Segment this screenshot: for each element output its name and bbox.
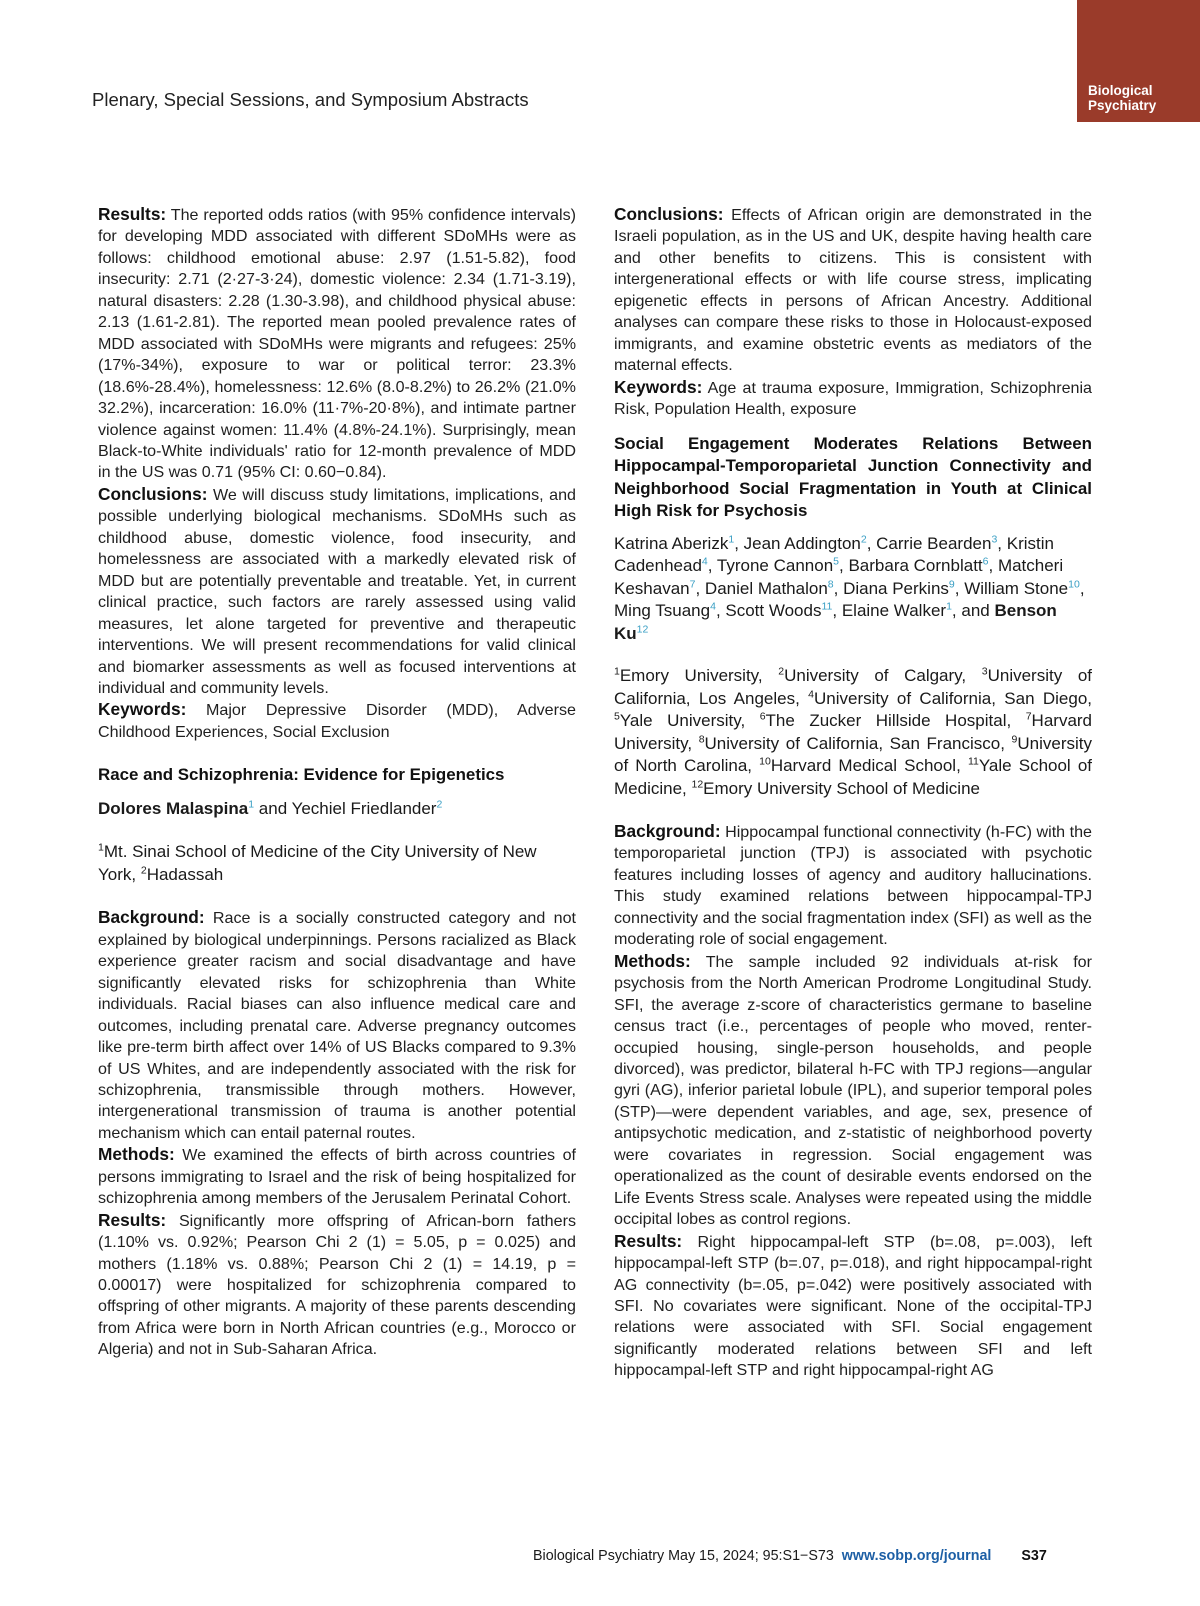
- affiliation-sup: 3: [981, 665, 988, 678]
- author-separator: ,: [695, 578, 705, 598]
- affiliation-list: [614, 665, 1092, 800]
- author-affiliation-sup: 4: [701, 555, 708, 568]
- author-separator: ,: [988, 556, 998, 576]
- affiliation-sup: 9: [1011, 732, 1018, 745]
- page-footer: [533, 1548, 1047, 1564]
- affiliation-text: Yale School of Medicine,: [614, 756, 1092, 798]
- conclusions-text: Effects of African origin are demonstrated in the Israeli population, as in the US and UK, despite having health care and other benefits to citizens. This is consistent with intergenerational effects or with life course stress, implicating epigenetic effects in persons of African Ancestry. Additional analyses can compare these risks to those in Holocaust-exposed immigrants, and examine obstetric events as mediators of the maternal effects.: [614, 206, 1092, 375]
- author-separator: ,: [839, 556, 849, 576]
- journal-brand-block: [1077, 0, 1200, 122]
- author-affiliation-sup: 6: [982, 555, 989, 568]
- affiliation-text: Yale University,: [619, 711, 760, 731]
- journal-url-link[interactable]: www.sobp.org/journal: [841, 1548, 992, 1564]
- methods-text: The sample included 92 individuals at-risk for psychosis from the North American Prodrome Longitudinal Study. SFI, the average z-score of characteristics germane to baseline census tract (i.e., percentages of people who moved, renter-occupied housing, single-person households, and people divorced), was predictor, bilateral h-FC with TPJ regions—angular gyri (AG), inferior parietal lobule (IPL), and superior temporal poles (STP)—were dependent variables, and age, sex, presence of antipsychotic medication, and z-statistic of neighborhood poverty were covariates in regression. Social engagement was operationalized as the count of desirable events endorsed on the Life Events Stress scale. Analyses were repeated using the middle occipital lobes as control regions.: [614, 952, 1092, 1229]
- affiliation-text: Emory University School of Medicine: [703, 778, 980, 798]
- author-name: William Stone: [964, 578, 1069, 598]
- author-separator: ,: [997, 533, 1007, 553]
- author-name: Barbara Cornblatt: [848, 556, 983, 576]
- author-affiliation-sup: 10: [1068, 577, 1080, 590]
- affiliation-sup: 2: [140, 864, 147, 877]
- results-text: Right hippocampal-left STP (b=.08, p=.003), left hippocampal-left STP (b=.07, p=.018), and right hippocampal-right AG connectivity (b=.05, p=.042) were positively associated with SFI. No covariates were significant. None of the occipital-TPJ relations were associated with SFI. Social engagement significantly moderated relations between SFI and left hippocampal-left STP and right hippocampal-right AG: [614, 1232, 1092, 1380]
- author-affiliation-sup: 8: [827, 577, 834, 590]
- keywords-label: Keywords:: [98, 699, 187, 720]
- author-name: Elaine Walker: [841, 601, 947, 621]
- author-name: Tyrone Cannon: [716, 556, 834, 576]
- affiliation-text: Hadassah: [146, 864, 224, 884]
- conclusions-label: Conclusions:: [98, 483, 208, 504]
- methods-paragraph: [614, 951, 1092, 1231]
- affiliation-text: Mt. Sinai School of Medicine of the City University of New York,: [98, 842, 537, 884]
- author-affiliation-sup: 4: [710, 600, 716, 613]
- conclusions-label: Conclusions:: [614, 204, 724, 224]
- results-label: Results:: [614, 1230, 683, 1251]
- background-paragraph: [614, 821, 1092, 951]
- author-affiliation-sup: 7: [689, 577, 696, 590]
- author-affiliation-sup: 3: [991, 532, 998, 545]
- results-label: Results:: [98, 1209, 167, 1230]
- footer-citation: Biological Psychiatry May 15, 2024; 95:S1−S73: [533, 1548, 834, 1564]
- author-separator: , and: [951, 601, 995, 621]
- results-paragraph: [614, 1231, 1092, 1382]
- author-affiliation-sup: 2: [436, 798, 443, 811]
- affiliation-text: Emory University,: [619, 666, 779, 686]
- conclusions-paragraph: [98, 484, 576, 700]
- author-name: Daniel Mathalon: [704, 578, 828, 598]
- results-text: The reported odds ratios (with 95% confidence intervals) for developing MDD associated with different SDoMHs were as follows: childhood emotional abuse: 2.97 (1.51-5.82), food insecurity: 2.71 (2·27-3·24), domestic violence: 2.34 (1.71-3.19), natural disasters: 2.28 (1.30-3.98), and childhood physical abuse: 2.13 (1.61-2.81). The reported mean pooled prevalence rates of MDD associated with SDoMHs were migrants and refugees: 25% (17%-34%), exposure to war or political terror: 23.3% (18.6%-28.4%), homelessness: 12.6% (8.0-8.2%) to 26.2% (21.0% 32.2%), incarceration: 16.0% (11·7%-20·8%), and intimate partner violence against women: 11.4% (4.8%-24.1%). Surprisingly, mean Black-to-White individuals' ratio for 12-month prevalence of MDD in the US was 0.71 (95% CI: 0.60−0.84).: [98, 206, 576, 482]
- author-separator: ,: [833, 578, 844, 598]
- author-name: Matcheri Keshavan: [614, 556, 1064, 598]
- affiliation-sup: 12: [691, 777, 704, 790]
- running-header: Plenary, Special Sessions, and Symposium Abstracts: [92, 89, 529, 110]
- methods-text: We examined the effects of birth across countries of persons immigrating to Israel and the risk of being hospitalized for schizophrenia among members of the Jerusalem Perinatal Cohort.: [98, 1146, 576, 1208]
- author-separator: ,: [734, 533, 744, 553]
- author-affiliation-sup: 12: [636, 622, 649, 635]
- affiliation-text: University of North Carolina,: [614, 733, 1092, 776]
- author-affiliation-sup: 5: [833, 555, 839, 568]
- author-name: Dolores Malaspina: [98, 798, 249, 818]
- author-separator: ,: [832, 601, 842, 621]
- affiliation-sup: 8: [698, 732, 705, 745]
- author-name: Kristin Cadenhead: [614, 533, 1054, 576]
- keywords-label: Keywords:: [614, 376, 703, 397]
- brand-line-1: Biological: [1088, 83, 1153, 98]
- affiliation-sup: 2: [778, 665, 785, 678]
- affiliation-sup: 11: [967, 755, 979, 768]
- author-affiliation-sup: 1: [248, 798, 255, 811]
- author-affiliation-sup: 1: [946, 600, 952, 613]
- affiliation-text: University of California, San Francisco,: [704, 733, 1012, 753]
- background-paragraph: [98, 907, 576, 1144]
- author-conjunction: and Yechiel Friedlander: [254, 798, 437, 818]
- author-name: Ming Tsuang: [614, 601, 711, 621]
- affiliation-sup: 10: [759, 755, 771, 768]
- methods-label: Methods:: [98, 1144, 175, 1165]
- left-column: [98, 204, 576, 1361]
- author-list: [98, 798, 576, 821]
- author-name: Jean Addington: [743, 533, 861, 553]
- keywords-paragraph: [614, 377, 1092, 421]
- right-column: [614, 204, 1092, 1382]
- keywords-text: Major Depressive Disorder (MDD), Adverse Childhood Experiences, Social Exclusion: [98, 701, 576, 741]
- methods-paragraph: [98, 1144, 576, 1209]
- background-text: Hippocampal functional connectivity (h-FC) with the temporoparietal junction (TPJ) is associated with psychotic features including losses of agency and auditory hallucinations. This study examined relations between hippocampal-TPJ connectivity and the social fragmentation index (SFI) as well as the moderating role of social engagement.: [614, 823, 1092, 949]
- results-label: Results:: [98, 204, 167, 224]
- affiliation-sup: 1: [614, 665, 620, 678]
- affiliation-sup: 4: [808, 687, 814, 700]
- keywords-text: Age at trauma exposure, Immigration, Schizophrenia Risk, Population Health, exposure: [614, 378, 1092, 419]
- background-label: Background:: [98, 907, 205, 928]
- affiliation-sup: 6: [759, 710, 766, 723]
- author-separator: ,: [1079, 578, 1085, 598]
- affiliation-text: University of California, Los Angeles,: [614, 666, 1092, 708]
- results-paragraph: [98, 1210, 576, 1361]
- author-affiliation-sup: 1: [728, 532, 735, 545]
- affiliation-text: University of California, San Diego,: [813, 688, 1092, 708]
- author-list: [614, 533, 1092, 646]
- affiliation-text: Harvard University,: [614, 711, 1093, 753]
- affiliation-sup: 5: [614, 710, 620, 723]
- affiliation-list: [98, 841, 576, 886]
- author-separator: ,: [866, 533, 877, 553]
- author-affiliation-sup: 11: [821, 600, 833, 613]
- author-name: Diana Perkins: [843, 578, 949, 598]
- affiliation-sup: 1: [98, 841, 104, 854]
- author-name: Carrie Bearden: [876, 533, 992, 553]
- affiliation-text: University of Calgary,: [784, 666, 982, 686]
- conclusions-text: We will discuss study limitations, implications, and possible underlying biological mechanisms. SDoMHs such as childhood abuse, domestic violence, food insecurity, and homelessness are associated with a markedly elevated risk of MDD but are potentially preventable and treatable. Yet, in current clinical practice, such factors are rarely assessed using valid measures, let alone targeted for preventive and therapeutic interventions. We will present recommendations for valid clinical and biomarker assessments as well as focused interventions at individual and community levels.: [98, 485, 576, 697]
- author-affiliation-sup: 9: [948, 577, 955, 590]
- author-separator: ,: [707, 556, 717, 576]
- abstract-title-social-engagement: Social Engagement Moderates Relations Between Hippocampal-Temporoparietal Junction Connectivity and Neighborhood Social Fragmentation in Youth at Clinical High Risk for Psychosis: [614, 433, 1092, 521]
- affiliation-sup: 7: [1025, 710, 1032, 723]
- methods-label: Methods:: [614, 950, 691, 971]
- conclusions-paragraph: [614, 204, 1092, 377]
- author-separator: ,: [715, 601, 726, 621]
- brand-line-2: Psychiatry: [1088, 98, 1157, 113]
- affiliation-text: Harvard Medical School,: [770, 756, 968, 776]
- results-paragraph: [98, 204, 576, 484]
- results-text: Significantly more offspring of African-born fathers (1.10% vs. 0.92%; Pearson Chi 2 (1) = 5.05, p = 0.025) and mothers (1.18% vs. 0.88%; Pearson Chi 2 (1) = 14.19, p = 0.00017) were hospitalized for schizophrenia compared to offspring of other migrants. A majority of these parents descending from Africa were born in North African countries (e.g., Morocco or Algeria) and not in Sub-Saharan Africa.: [98, 1211, 576, 1359]
- author-separator: ,: [954, 578, 965, 598]
- page-number: S37: [1021, 1548, 1047, 1564]
- affiliation-text: The Zucker Hillside Hospital,: [765, 711, 1026, 731]
- author-affiliation-sup: 2: [860, 532, 867, 545]
- presenting-author-name: Benson Ku: [614, 601, 1057, 643]
- author-name: Katrina Aberizk: [614, 533, 729, 553]
- author-name: Scott Woods: [725, 601, 822, 621]
- background-text: Race is a socially constructed category and not explained by biological underpinnings. Persons racialized as Black experience greater racism and social disadvantage and have significantly elevated risks for schizophrenia than White individuals. Racial biases can also influence medical care and outcomes, including prenatal care. Adverse pregnancy outcomes like pre-term birth affect over 14% of US Blacks compared to 9.3% of US Whites, and are independently associated with the risk for schizophrenia, transmissible through mothers. However, intergenerational transmission of trauma is another potential mechanism which can entail paternal routes.: [98, 909, 576, 1142]
- keywords-paragraph: [98, 699, 576, 743]
- abstract-title-race-schizophrenia: Race and Schizophrenia: Evidence for Epigenetics: [98, 765, 505, 785]
- background-label: Background:: [614, 821, 721, 842]
